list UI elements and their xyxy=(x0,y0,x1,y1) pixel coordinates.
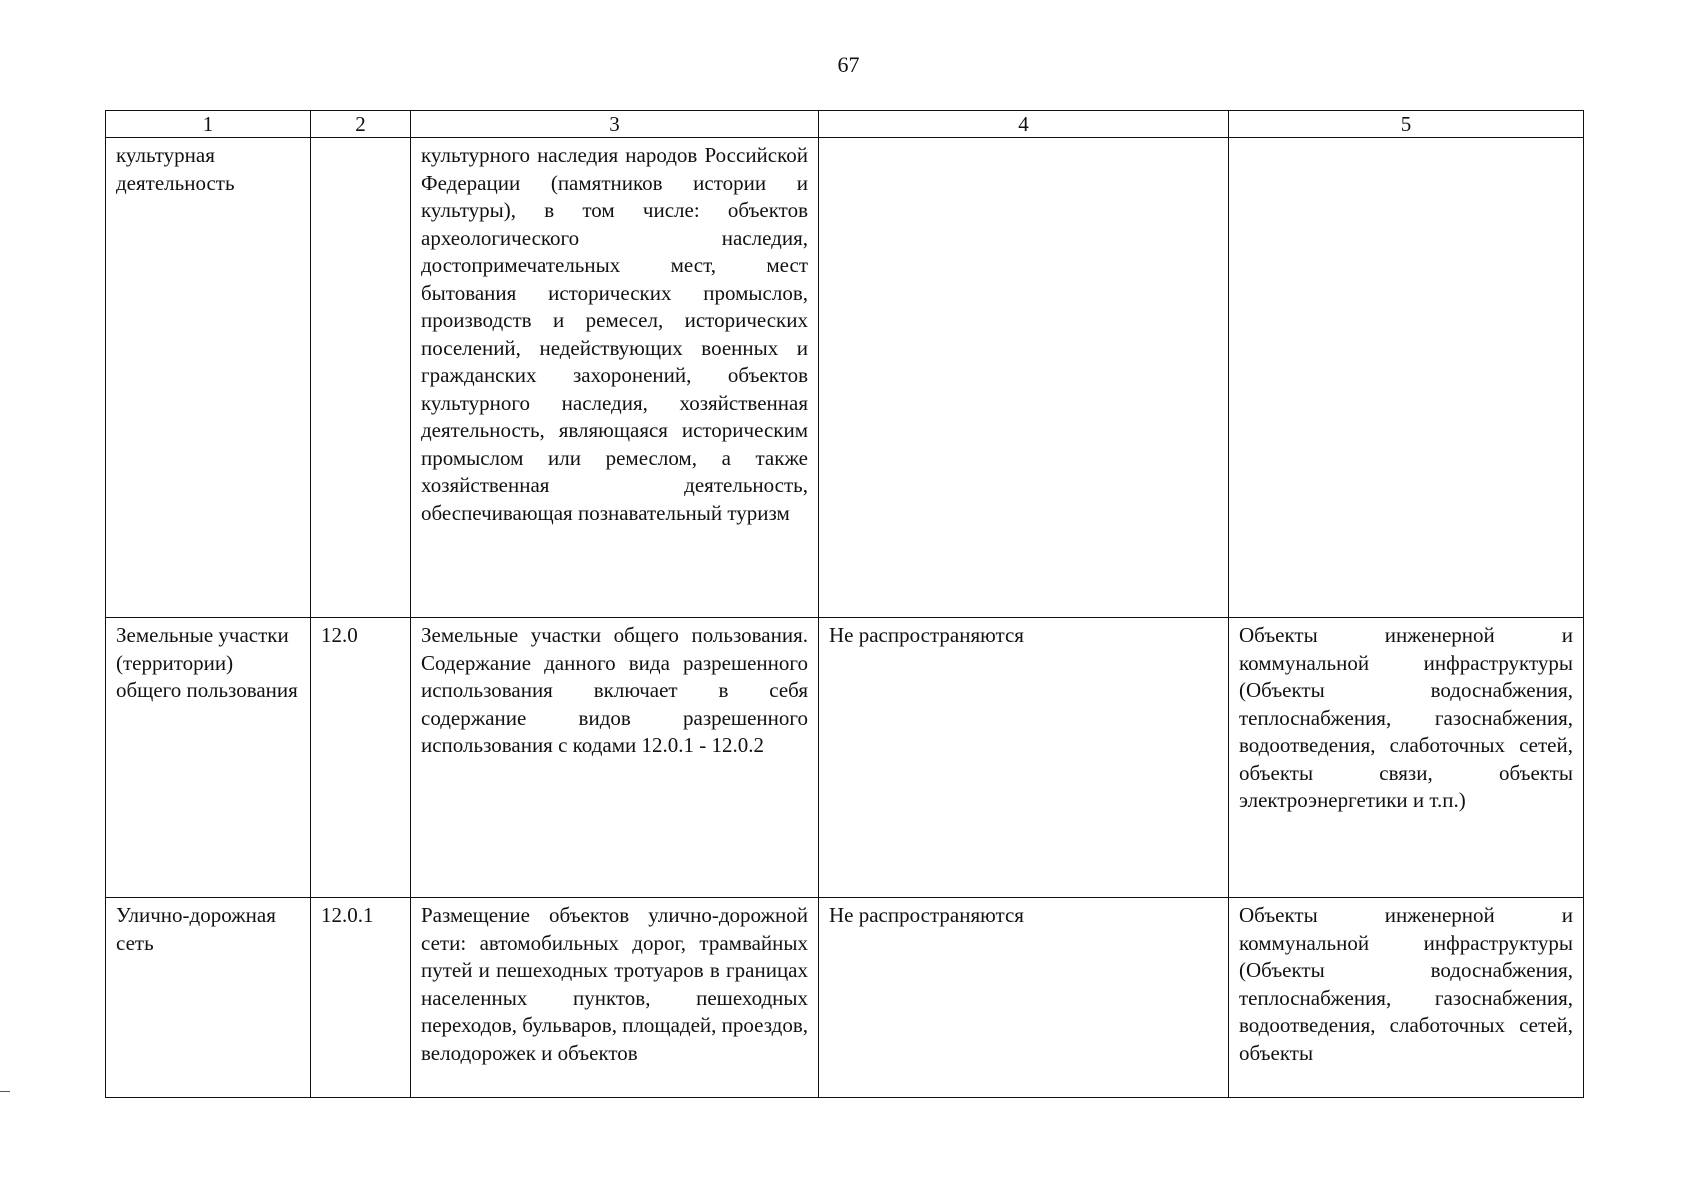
land-use-col4: Не распространяются xyxy=(819,898,1229,1098)
land-use-code: 12.0 xyxy=(311,618,411,898)
land-use-col5: Объекты инженерной и коммунальной инфраструктуры (Объекты водоснабжения, теплоснабжения, газоснабжения, водоотведения, слаботочных сетей, объекты связи, объекты электроэнергетики и т.п.) xyxy=(1229,618,1584,898)
header-cell-2: 2 xyxy=(311,111,411,138)
margin-mark xyxy=(0,1091,10,1092)
header-cell-3: 3 xyxy=(411,111,819,138)
land-use-table xyxy=(105,110,1584,1098)
land-use-name: Земельные участки (территории) общего пользования xyxy=(106,618,311,898)
header-cell-4: 4 xyxy=(819,111,1229,138)
land-use-description: культурного наследия народов Российской Федерации (памятников истории и культуры), в том числе: объектов археологического наследия, достопримечательных мест, мест бытования исторических промыслов, производств и ремесел, исторических поселений, недействующих военных и гражданских захоронений, объектов культурного наследия, хозяйственная деятельность, являющаяся историческим промыслом или ремеслом, а также хозяйственная деятельность, обеспечивающая познавательный туризм xyxy=(411,138,819,618)
land-use-name: Улично-дорожная сеть xyxy=(106,898,311,1098)
land-use-col5 xyxy=(1229,138,1584,618)
land-use-col5: Объекты инженерной и коммунальной инфраструктуры (Объекты водоснабжения, теплоснабжения, газоснабжения, водоотведения, слаботочных сетей, объекты xyxy=(1229,898,1584,1098)
land-use-name: культурная деятельность xyxy=(106,138,311,618)
land-use-description: Земельные участки общего пользования. Содержание данного вида разрешенного использования включает в себя содержание видов разрешенного использования с кодами 12.0.1 - 12.0.2 xyxy=(411,618,819,898)
land-use-col4 xyxy=(819,138,1229,618)
land-use-code: 12.0.1 xyxy=(311,898,411,1098)
table-row xyxy=(106,898,1584,1098)
land-use-code xyxy=(311,138,411,618)
header-cell-1: 1 xyxy=(106,111,311,138)
table-row xyxy=(106,138,1584,618)
table-row xyxy=(106,618,1584,898)
page-number: 67 xyxy=(837,52,860,77)
table-header-row xyxy=(106,111,1584,138)
header-cell-5: 5 xyxy=(1229,111,1584,138)
land-use-col4: Не распространяются xyxy=(819,618,1229,898)
land-use-description: Размещение объектов улично-дорожной сети: автомобильных дорог, трамвайных путей и пешеходных тротуаров в границах населенных пунктов, пешеходных переходов, бульваров, площадей, проездов, велодорожек и объектов xyxy=(411,898,819,1098)
